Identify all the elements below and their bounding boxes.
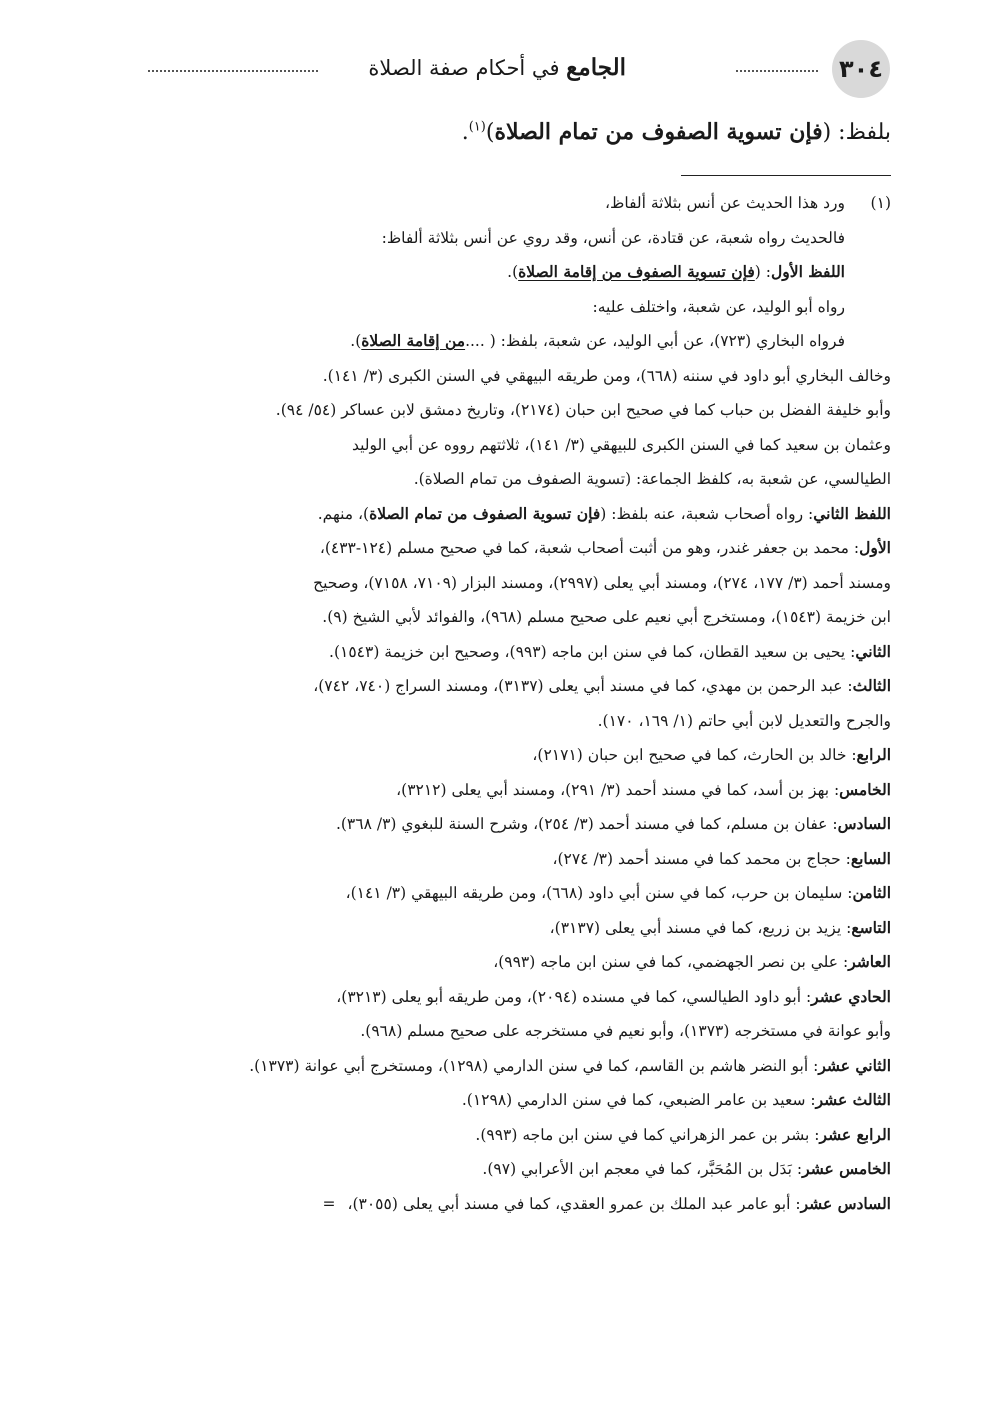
main-text-line: [131, 114, 891, 151]
footnote-line: [139, 324, 891, 359]
footnote-label: العاشر: [848, 952, 891, 971]
footnote-line: [139, 1049, 891, 1084]
footnote-text: : سليمان بن حرب، كما في سنن أبي داود (٦٦٨)، ومن طريقه البيهقي (٣/ ١٤١)،: [345, 884, 853, 902]
footnote-label: الحادي عشر: [811, 986, 891, 1006]
footnote-line: [139, 428, 891, 463]
running-title-rest: في أحكام صفة الصلاة: [368, 56, 560, 80]
footnote-text: وأبو خليفة الفضل بن حباب كما في صحيح ابن حبان (٢١٧٤)، وتاريخ دمشق لابن عساكر (٥٤/ ٩٤).: [275, 401, 891, 419]
footnote-label: الخامس: [839, 779, 891, 799]
footnote-text: والجرح والتعديل لابن أبي حاتم (١/ ١٦٩، ١٧٠).: [597, 711, 891, 730]
footnote-text: ومسند أحمد (٣/ ١٧٧، ٢٧٤)، ومسند أبي يعلى (٢٩٩٧)، ومسند البزار (٧١٠٩، ٧١٥٨)، وصحيح: [313, 573, 891, 592]
footnote-line: [139, 773, 891, 808]
footnote-line: [139, 393, 891, 428]
footnote-text: ).: [350, 332, 362, 350]
footnote-text: : رواه أصحاب شعبة، عنه بلفظ: (: [600, 504, 814, 523]
footnote-line: [139, 497, 891, 532]
footnote-line: [139, 531, 891, 566]
footnote-text: : محمد بن جعفر غندر، وهو من أثبت أصحاب شعبة، كما في صحيح مسلم (١٢٤-٤٣٣)،: [319, 539, 860, 557]
footnote-text: : علي بن نصر الجهضمي، كما في سنن ابن ماجه (٩٩٣)،: [493, 953, 849, 971]
footnote-text: : بشر بن عمر الزهراني كما في سنن ابن ماجه (٩٩٣).: [475, 1125, 820, 1144]
footnote-text: الطيالسي، عن شعبة به، كلفظ الجماعة: (تسوية الصفوف من تمام الصلاة).: [413, 470, 891, 488]
footnote-line: [139, 290, 891, 325]
footnote-text: : يحيى بن سعيد القطان، كما في سنن ابن ماجه (٩٩٣)، وصحيح ابن خزيمة (١٥٤٣).: [329, 642, 856, 661]
footnote-bold: فإن تسوية الصفوف من تمام الصلاة: [369, 503, 601, 523]
footnote-line: [139, 876, 891, 911]
footnote-label: الثالث: [852, 676, 891, 695]
header-dotted-rule-right: [736, 70, 818, 72]
footnote-label: السابع: [850, 848, 891, 868]
footnote-line: [139, 359, 891, 394]
footnote-bold-underlined: من إقامة الصلاة: [361, 331, 466, 350]
footnote-label: السادس عشر: [800, 1193, 891, 1213]
footnote-text: : أبو داود الطيالسي، كما في مسنده (٢٠٩٤)، ومن طريقه أبو يعلى (٣٢١٣)،: [336, 987, 812, 1006]
footnote-line: [139, 1152, 891, 1187]
footnote-label: اللفظ الثاني: [813, 503, 891, 523]
footnote-text: فرواه البخاري (٧٢٣)، عن أبي الوليد، عن شعبة، بلفظ: ( ....: [465, 332, 845, 350]
footnote-text: وعثمان بن سعيد كما في السنن الكبرى للبيهقي (٣/ ١٤١)، ثلاثتهم رووه عن أبي الوليد: [351, 435, 891, 454]
footnote-label: الرابع عشر: [819, 1124, 891, 1144]
page-header: [140, 40, 890, 104]
footnote-line: [139, 186, 891, 221]
page-number-badge: [832, 40, 890, 98]
footnote-text: : أبو عامر عبد الملك بن عمرو العقدي، كما في مسند أبي يعلى (٣٠٥٥)،: [347, 1194, 801, 1213]
footnote-line: [139, 738, 891, 773]
footnote-text: : حجاج بن محمد كما في مسند أحمد (٣/ ٢٧٤)،: [552, 849, 851, 868]
footnote-text: )، منهم.: [317, 504, 370, 523]
footnote-line: [139, 669, 891, 704]
footnote-label: التاسع: [851, 917, 891, 937]
footnote-text: وأبو عوانة في مستخرجه (١٣٧٣)، وأبو نعيم في مستخرجه على صحيح مسلم (٩٦٨).: [360, 1022, 891, 1040]
footnote-label: الثاني عشر: [818, 1055, 891, 1075]
footnote-label: الثاني: [855, 641, 891, 661]
footnote-text: : (: [754, 263, 771, 281]
footnote-text: : أبو النضر هاشم بن القاسم، كما في سنن الدارمي (١٢٩٨)، ومستخرج أبي عوانة (١٣٧٣).: [249, 1056, 819, 1075]
footnote-line: [139, 1187, 891, 1222]
running-title-main: الجامع: [566, 54, 626, 81]
footnote-line: [139, 945, 891, 980]
footnote-line: [139, 566, 891, 601]
footnote-text: : عفان بن مسلم، كما في مسند أحمد (٣/ ٢٥٤)، وشرح السنة للبغوي (٣/ ٣٦٨).: [335, 815, 838, 833]
footnote-text: وخالف البخاري أبو داود في سننه (٦٦٨)، ومن طريقه البيهقي في السنن الكبرى (٣/ ١٤١).: [322, 366, 891, 385]
footnote-label: الثالث عشر: [815, 1090, 891, 1109]
footnote-text: فالحديث رواه شعبة، عن قتادة، عن أنس، وقد روي عن أنس بثلاثة ألفاظ:: [381, 228, 845, 247]
footnote-marker: (١): [870, 194, 891, 212]
footnote-label: الثامن: [852, 883, 891, 902]
footnote-label: الأول: [859, 538, 891, 557]
footnote-text: : سعيد بن عامر الضبعي، كما في سنن الدارمي (١٢٩٨).: [461, 1091, 816, 1109]
footnote-reference[interactable]: (١): [468, 119, 486, 135]
footnote-line: [139, 704, 891, 739]
footnote-text: رواه أبو الوليد، عن شعبة، واختلف عليه:: [592, 297, 845, 316]
footnote-text: : عبد الرحمن بن مهدي، كما في مسند أبي يعلى (٣١٣٧)، ومسند السراج (٧٤٠، ٧٤٢)،: [313, 677, 853, 695]
footnote-text: ورد هذا الحديث عن أنس بثلاثة ألفاظ،: [605, 194, 845, 212]
footnote-separator: [681, 175, 891, 176]
footnote-text: : خالد بن الحارث، كما في صحيح ابن حبان (٢١٧١)،: [532, 746, 857, 764]
footnote-label: الخامس عشر: [802, 1159, 891, 1178]
main-text-prefix: بلفظ: (: [822, 120, 891, 145]
footnote-line: [139, 600, 891, 635]
footnote-text: : يزيد بن زريع، كما في مسند أبي يعلى (٣١٣٧)،: [549, 918, 852, 937]
running-title: [368, 54, 626, 81]
main-text-end: .: [461, 120, 469, 145]
footnote-line: [139, 1014, 891, 1049]
footnote-label: اللفظ الأول: [770, 262, 845, 281]
footnote-line: [139, 635, 891, 670]
continuation-mark: =: [322, 1194, 336, 1213]
footnote-line: [139, 1118, 891, 1153]
footnote-label: الرابع: [856, 745, 891, 764]
page-number: ٣٠٤: [839, 55, 883, 83]
footnote-text: : بَدَل بن المُحَبَّر، كما في معجم ابن الأعرابي (٩٧).: [482, 1160, 803, 1178]
footnote-line: [139, 255, 891, 290]
footnote-label: السادس: [837, 814, 891, 833]
footnote-block: [139, 186, 891, 1221]
footnote-line: [139, 1083, 891, 1118]
footnote-line: [139, 807, 891, 842]
main-text-close: ): [485, 120, 495, 145]
footnote-line: [139, 911, 891, 946]
header-dotted-rule-left: [148, 70, 318, 72]
footnote-bold-underlined: فإن تسوية الصفوف من إقامة الصلاة: [518, 262, 755, 281]
footnote-line: [139, 842, 891, 877]
footnote-line: [139, 221, 891, 256]
main-text-bold: فإن تسوية الصفوف من تمام الصلاة: [494, 119, 823, 145]
footnote-text: ابن خزيمة (١٥٤٣)، ومستخرج أبي نعيم على صحيح مسلم (٩٦٨)، والفوائد لأبي الشيخ (٩).: [322, 608, 891, 626]
footnote-line: [139, 980, 891, 1015]
footnote-text: : بهز بن أسد، كما في مسند أحمد (٣/ ٢٩١)، ومسند أبي يعلى (٣٢١٢)،: [396, 780, 840, 799]
footnote-line: [139, 462, 891, 497]
footnote-text: ).: [507, 263, 519, 281]
